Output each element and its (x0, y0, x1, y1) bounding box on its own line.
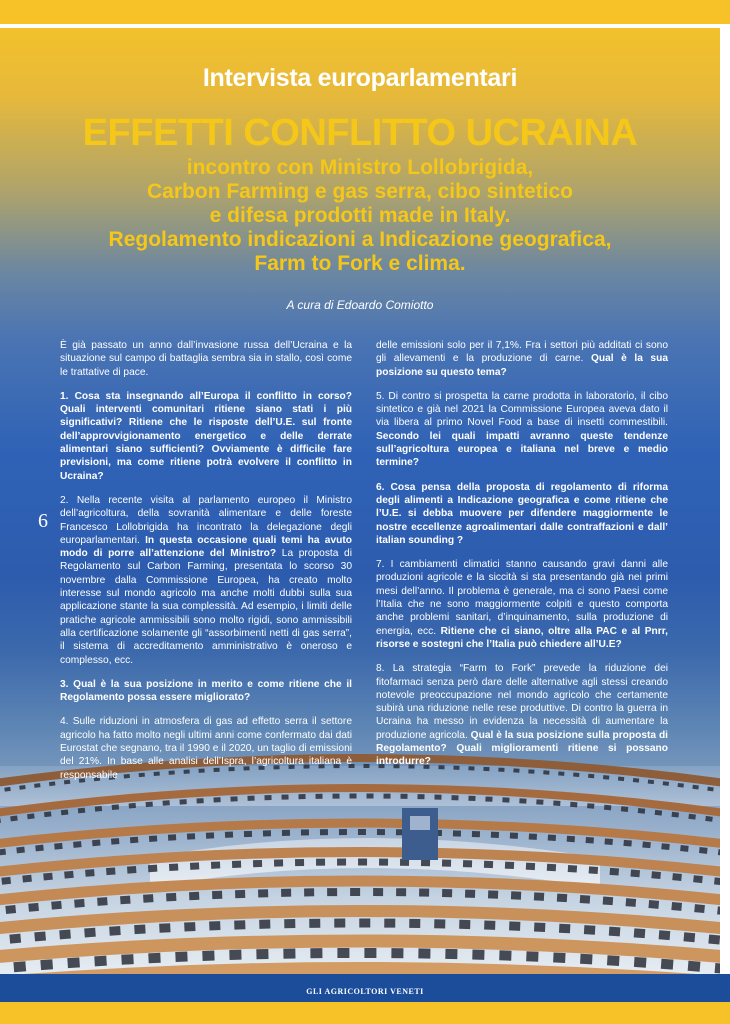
subtitle-line: incontro con Ministro Lollobrigida, (186, 156, 534, 179)
question-6-text: 6. Cosa pensa della proposta di regolamento di riforma degli alimenti a Indicazione geografica e come ritiene che l’U.E. si debba muovere per difendere maggiormente le nostre eccellenze agroalimentari dalle contraffazioni e dall’ italian sounding ? (376, 481, 668, 546)
question-4-continued (376, 339, 668, 379)
question-7 (376, 558, 668, 651)
question-5 (376, 390, 668, 470)
question-8-text: 8. La strategia “Farm to Fork” prevede la riduzione dei fitofarmaci senza però dare delle alternative agli stessi creando notevole preoccupazione nel mondo agricolo che certamente subirà una riduzione nelle rese produttive. Di contro la guerra in Ucraina ha messo in evidenza la necessità di aumentare la produzione agricola. (376, 663, 668, 741)
subtitle-line: Farm to Fork e clima. (254, 252, 466, 275)
page-number: 6 (38, 510, 48, 532)
question-2-text: 2. Nella recente visita al parlamento europeo il Ministro dell’agricoltura, della sovranità alimentare e delle foreste Francesco Lollobrigida ha incontrato la delegazione degli europarlamentari. (60, 494, 352, 546)
intro-paragraph: È già passato un anno dall’invasione russa dell’Ucraina e la situazione sul campo di battaglia sembra sia in stallo, così come le trattative di pace. (60, 340, 352, 378)
question-3 (60, 678, 352, 705)
section-eyebrow: Intervista europarlamentari (202, 64, 518, 92)
bottom-color-strip (0, 1002, 730, 1024)
paragraph-carbon-farming: La proposta di Regolamento sul Carbon Farming, presentata lo scorso 30 novembre dalla Commissione Europea, ha creato molto interesse sul mondo agricolo ma anche molti dubbi sulla sua applicazione stante la sua complessità. Ad esempio, i limiti delle pratiche agricole ammissibili sono molto rigidi, sono ammissibili alla certificazione solamente gli “assorbimenti netti di gas serra”, il sistema di accreditamento amministrativo è oneroso e complesso, ecc. (60, 548, 352, 666)
question-1-text: 1. Cosa sta insegnando all’Europa il conflitto in corso? Quali interventi comunitari ritiene siano stati i più significativi? Ritiene che le risposte dell’U.E. sul fronte dell’approvvigionamento energetico e delle derrate alimentari siano sufficienti? Ovviamente è difficile fare previsioni, ma come ritiene potrà evolvere il conflitto in Ucraina? (60, 390, 352, 482)
subtitle-line: e difesa prodotti made in Italy. (209, 204, 511, 227)
question-4-cont-text: delle emissioni solo per il 7,1%. Fra i settori più additati ci sono gli allevamenti e la produzione di carne. (376, 340, 668, 365)
question-6 (376, 481, 668, 547)
article-subtitle (30, 156, 690, 276)
publication-name: GLI AGRICOLTORI VENETI (306, 987, 424, 996)
top-color-strip (0, 0, 730, 24)
question-4: 4. Sulle riduzioni in atmosfera di gas ad effetto serra il settore agricolo ha fatto molto negli ultimi anni come confermato dai dati Eurostat che segnano, tra il 1990 e il 2020, un taglio di emissioni del 21%. In base alle analisi dell’Ispra, l’agricoltura italiana è responsabile (60, 716, 352, 781)
article-panel (0, 28, 720, 974)
question-8-bold: Qual è la sua posizione sulla proposta di Regolamento? Quali miglioramenti ritiene si possano introdurre? (376, 729, 668, 768)
question-2-bold: In questa occasione quali temi ha avuto modo di porre all’attenzione del Ministro? (60, 534, 352, 560)
right-margin-strip (720, 24, 730, 974)
question-7-bold: Ritiene che ci siano, oltre alla PAC e al Pnrr, risorse e sostegni che l’Italia può chiedere all’U.E? (376, 625, 668, 650)
byline: A cura di Edoardo Comiotto (286, 298, 434, 312)
question-5-bold: Secondo lei quali impatti avranno queste tendenze sull’agricoltura europea e italiana nel breve e medio termine? (376, 430, 668, 469)
question-2 (60, 494, 352, 667)
article-title: EFFETTI CONFLITTO UCRAINA (82, 112, 638, 154)
question-4-bold: Qual è la sua posizione su questo tema? (376, 353, 668, 378)
text-column-left (60, 339, 352, 793)
subtitle-line: Regolamento indicazioni a Indicazione geografica, (108, 228, 612, 251)
text-column-right (376, 339, 668, 780)
question-7-text: 7. I cambiamenti climatici stanno causando gravi danni alle produzioni agricole e la siccità si sta presentando già nei primi mesi dell’anno. Il problema è generale, ma ci sono Paesi come l’Italia che ne sono maggiormente colpiti e questo comporta anche problemi sanitari, d’inquinamento, sulla produzione di energia, ecc. (376, 559, 668, 637)
question-8 (376, 662, 668, 768)
question-1 (60, 390, 352, 483)
subtitle-line: Carbon Farming e gas serra, cibo sintetico (147, 180, 573, 203)
question-5-text: 5. Di contro si prospetta la carne prodotta in laboratorio, il cibo sintetico e già nel 2021 la Commissione Europea aveva dato il via libera al primo Novel Food a base di insetti commestibili. (376, 390, 668, 429)
question-3-text: 3. Qual è la sua posizione in merito e come ritiene che il Regolamento possa essere migliorato? (60, 678, 352, 704)
